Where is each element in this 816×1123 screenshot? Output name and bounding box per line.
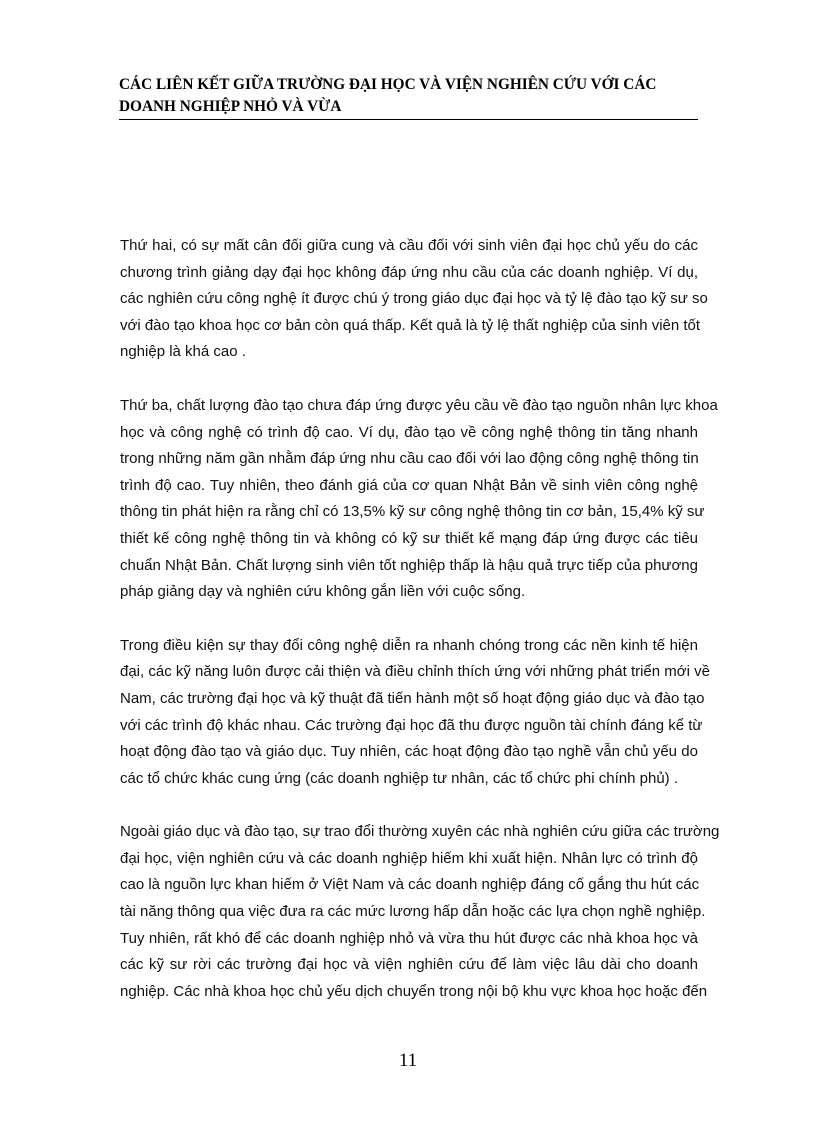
paragraph-line: thông tin phát hiện ra rằng chỉ có 13,5% kỹ sư công nghệ thông tin cơ bản, 15,4% kỹ sư [120,503,705,521]
paragraph-line: pháp giảng dạy và nghiên cứu không gắn liền với cuộc sống. [120,583,526,601]
paragraph-line: Nam, các trường đại học và kỹ thuật đã tiến hành một số hoạt động giáo dục và đào tạo [120,689,705,707]
header-divider [119,119,698,120]
header-title-line-1: CÁC LIÊN KẾT GIỮA TRƯỜNG ĐẠI HỌC VÀ VIỆN NGHIÊN CỨU VỚI CÁC [119,76,657,93]
paragraph-line: các kỹ sư rời các trường đại học và viện nghiên cứu để làm việc lâu dài cho doanh [120,956,698,974]
paragraph-line: đại học, viện nghiên cứu và các doanh nghiệp hiếm khi xuất hiện. Nhân lực có trình độ [120,849,698,867]
paragraph-line: hoạt động đào tạo và giáo dục. Tuy nhiên, các hoạt động đào tạo nghề vẫn chủ yếu do [120,743,698,761]
paragraph-line: trình độ cao. Tuy nhiên, theo đánh giá của cơ quan Nhật Bản về sinh viên công nghệ [120,476,698,494]
header-title-line-2: DOANH NGHIỆP NHỎ VÀ VỪA [119,98,342,115]
body-text [120,233,720,1032]
paragraph-line: Trong điều kiện sự thay đổi công nghệ diễn ra nhanh chóng trong các nền kinh tế hiện [120,636,698,654]
paragraph-line: với các trình độ khác nhau. Các trường đại học đã thu được nguồn tài chính đáng kể từ [120,716,703,734]
paragraph-line: chuẩn Nhật Bản. Chất lượng sinh viên tốt nghiệp thấp là hậu quả trực tiếp của phương [120,556,698,574]
running-header-title [119,74,699,118]
paragraph-line: tài năng thông qua việc đưa ra các mức lương hấp dẫn hoặc các lựa chọn nghề nghiệp. [120,903,706,921]
paragraph-line: Thứ ba, chất lượng đào tạo chưa đáp ứng được yêu cầu về đào tạo nguồn nhân lực khoa [120,396,718,414]
paragraph-line: cao là nguồn lực khan hiếm ở Việt Nam và các doanh nghiệp đáng cố gắng thu hút các [120,876,700,894]
paragraph-line: các tổ chức khác cung ứng (các doanh nghiệp tư nhân, các tổ chức phi chính phủ) . [120,769,678,787]
paragraph-line: với đào tạo khoa học cơ bản còn quá thấp. Kết quả là tỷ lệ thất nghiệp của sinh viên tốt [120,316,701,334]
paragraph-line: nghiệp. Các nhà khoa học chủ yếu dịch chuyển trong nội bộ khu vực khoa học hoặc đến [120,982,708,1000]
paragraph-line: thiết kế công nghệ thông tin và không có kỹ sư thiết kế mạng đáp ứng được các tiêu [120,529,698,547]
paragraph-line: các nghiên cứu công nghệ ít được chú ý trong giáo dục đại học và tỷ lệ đào tạo kỹ sư so [120,290,708,308]
paragraph-line: nghiệp là khá cao . [120,343,246,361]
page-number: 11 [398,1050,418,1071]
paragraph-4 [120,819,720,1005]
paragraph-line: học và công nghệ có trình độ cao. Ví dụ, đào tạo về công nghệ thông tin tăng nhanh [120,423,698,441]
paragraph-line: trong những năm gần nhằm đáp ứng nhu cầu cao đối với lao động công nghệ thông tin [120,450,699,468]
paragraph-line: Ngoài giáo dục và đào tạo, sự trao đổi thường xuyên các nhà nghiên cứu giữa các trường [120,823,720,841]
paragraph-3 [120,633,710,793]
paragraph-line: Thứ hai, có sự mất cân đối giữa cung và cầu đối với sinh viên đại học chủ yếu do các [120,237,698,254]
paragraph-line: chương trình giảng dạy đại học không đáp ứng nhu cầu của các doanh nghiệp. Ví dụ, [120,263,698,281]
paragraph-1 [120,233,708,366]
paragraph-2 [120,393,718,606]
paragraph-line: Tuy nhiên, rất khó để các doanh nghiệp nhỏ và vừa thu hút được các nhà khoa học và [120,929,698,947]
paragraph-line: đại, các kỹ năng luôn được cải thiện và điều chỉnh thích ứng với những phát triển mới về [120,663,710,681]
